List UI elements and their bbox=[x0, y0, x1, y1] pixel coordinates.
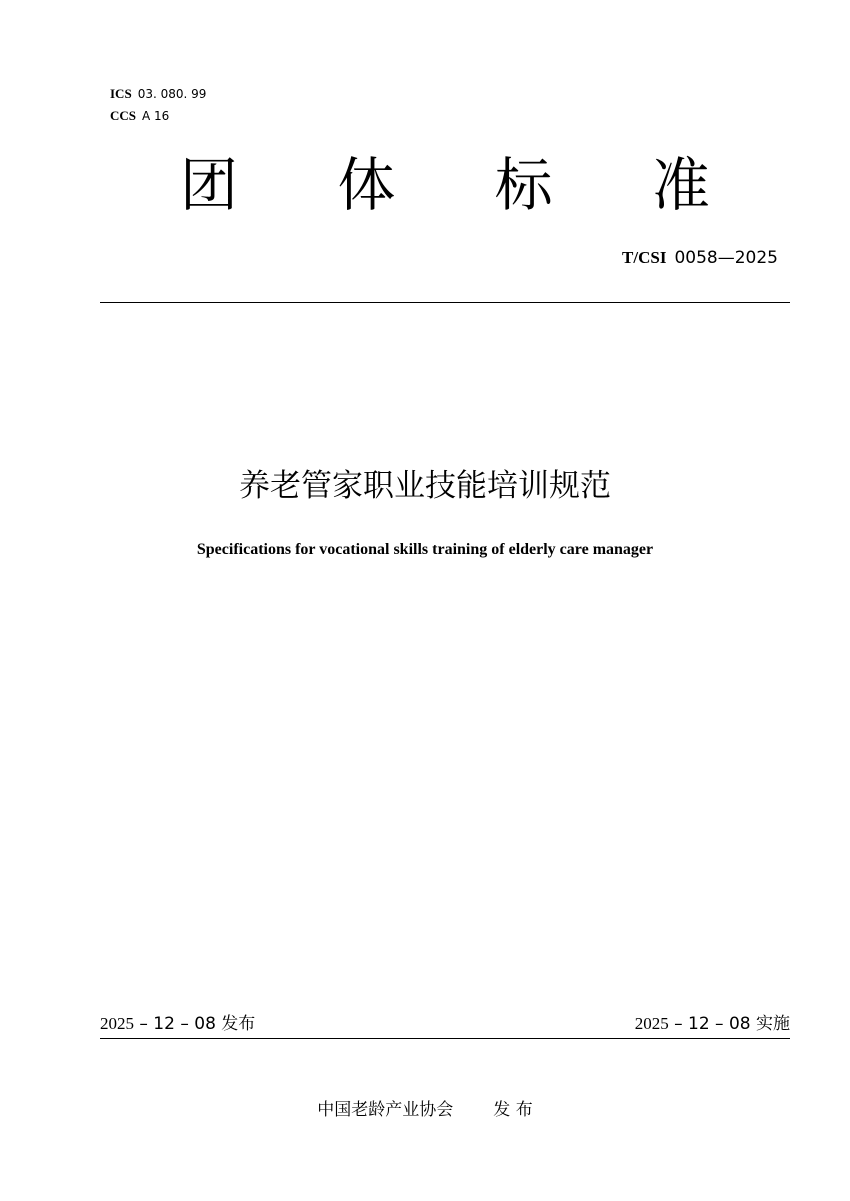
implement-date-rest: – 12 – 08 实施 bbox=[668, 1014, 790, 1034]
standard-type-heading bbox=[100, 150, 790, 220]
heading-char-2: 体 bbox=[337, 151, 396, 219]
publisher-action: 发 布 bbox=[493, 1100, 533, 1120]
ics-label: ICS bbox=[110, 86, 132, 101]
standard-number bbox=[622, 248, 778, 268]
implement-year: 2025 bbox=[634, 1014, 669, 1033]
heading-char-1: 团 bbox=[180, 151, 239, 219]
publish-date-rest: – 12 – 08 发布 bbox=[134, 1014, 256, 1034]
publish-date bbox=[100, 1012, 255, 1036]
standard-number-value: 0058—2025 bbox=[674, 248, 778, 268]
standard-code: T/CSI bbox=[622, 248, 667, 267]
ccs-value: A 16 bbox=[142, 109, 170, 123]
ccs-label: CCS bbox=[110, 108, 137, 123]
publish-year: 2025 bbox=[100, 1014, 134, 1033]
document-title-chinese: 养老管家职业技能培训规范 bbox=[239, 468, 611, 504]
ics-classification bbox=[110, 86, 206, 103]
heading-char-3: 标 bbox=[494, 151, 553, 219]
implement-date bbox=[635, 1012, 790, 1036]
publisher-line bbox=[0, 1098, 850, 1122]
bottom-divider bbox=[100, 1038, 790, 1039]
publisher-org: 中国老龄产业协会 bbox=[317, 1100, 454, 1120]
document-title-english: Specifications for vocational skills training of elderly care manager bbox=[196, 541, 654, 558]
top-divider bbox=[100, 302, 790, 303]
ccs-classification bbox=[110, 108, 169, 125]
ics-value: 03. 080. 99 bbox=[137, 87, 207, 101]
heading-char-4: 准 bbox=[651, 151, 710, 219]
